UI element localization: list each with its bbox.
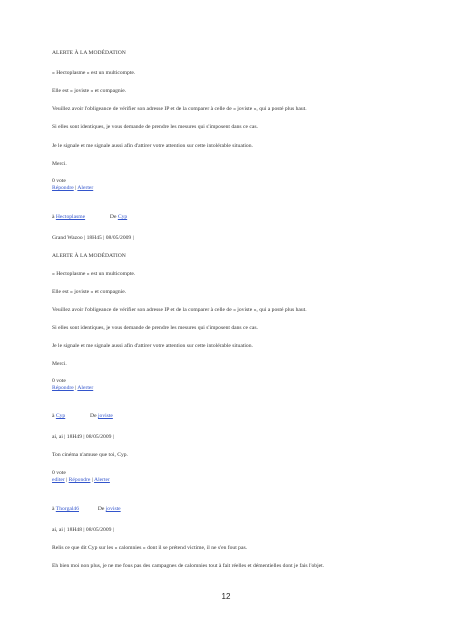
reply-link[interactable]: Répondre bbox=[52, 385, 74, 391]
paragraph: Merci. bbox=[52, 161, 67, 167]
paragraph: Elle est « joviste » et compagnie. bbox=[52, 289, 127, 295]
paragraph: Je le signale et me signale aussi afin d'attirer votre attention sur cette intolérable situation. bbox=[52, 343, 253, 349]
paragraph: Si elles sont identiques, je vous demande de prendre les mesures qui s'imposent dans ce cas. bbox=[52, 124, 258, 130]
reply-link[interactable]: Répondre bbox=[52, 185, 74, 191]
author-link[interactable]: joviste bbox=[105, 506, 121, 512]
post-meta: ai, ai | 18H48 | 08/05/2009 | bbox=[52, 527, 114, 533]
recipient-link[interactable]: Cyp bbox=[55, 413, 66, 419]
from-prefix: De bbox=[97, 506, 105, 512]
reply-link[interactable]: Répondre bbox=[68, 477, 91, 483]
post-actions bbox=[52, 477, 110, 484]
recipient-link[interactable]: Hectoplasme bbox=[55, 214, 86, 220]
post-header bbox=[52, 214, 127, 221]
paragraph: Eh bien moi non plus, je ne me fous pas des campagnes de calomnies tout à fait réelles et démentielles dont je fais l'objet. bbox=[52, 563, 325, 569]
separator: | bbox=[75, 385, 78, 391]
alert-title: ALERTE À LA MODÉDATION bbox=[52, 253, 126, 259]
to-prefix: à bbox=[52, 413, 55, 419]
alert-link[interactable]: Alerter bbox=[77, 185, 94, 191]
to-prefix: à bbox=[52, 506, 55, 512]
post-header bbox=[52, 413, 113, 420]
alert-title: ALERTE À LA MODÉDATION bbox=[52, 50, 126, 56]
author-link[interactable]: joviste bbox=[97, 413, 113, 419]
post-header bbox=[52, 506, 121, 513]
separator: | bbox=[91, 477, 95, 483]
alert-link[interactable]: Alerter bbox=[94, 477, 110, 483]
paragraph: Relis ce que dit Cyp sur les « calomnies » dont il se prétend victime, il ne s'en fout pas. bbox=[52, 545, 248, 551]
post-meta: ai, ai | 18H49 | 08/05/2009 | bbox=[52, 434, 114, 440]
vote-count: 0 vote bbox=[52, 178, 66, 184]
to-prefix: à bbox=[52, 214, 55, 220]
vote-count: 0 vote bbox=[52, 378, 66, 384]
paragraph: « Hectoplasme » est un multicompte. bbox=[52, 70, 136, 76]
paragraph: « Hectoplasme » est un multicompte. bbox=[52, 271, 136, 277]
paragraph: Merci. bbox=[52, 361, 67, 367]
paragraph: Si elles sont identiques, je vous demande de prendre les mesures qui s'imposent dans ce cas. bbox=[52, 325, 258, 331]
alert-link[interactable]: Alerter bbox=[77, 385, 94, 391]
recipient-link[interactable]: Thorgal46 bbox=[55, 506, 79, 512]
vote-count: 0 vote bbox=[52, 470, 66, 476]
post-actions bbox=[52, 385, 93, 392]
author-link[interactable]: Cyp bbox=[117, 214, 128, 220]
paragraph: Veuillez avoir l'obligeance de vérifier son adresse IP et de la comparer à celle de « joviste », qui a posté plus haut. bbox=[52, 106, 307, 112]
post-meta: Grand Wazoo | 18H45 | 08/05/2009 | bbox=[52, 235, 134, 241]
from-prefix: De bbox=[109, 214, 117, 220]
post-actions bbox=[52, 185, 93, 192]
from-prefix: De bbox=[90, 413, 97, 419]
edit-link[interactable]: editer bbox=[52, 477, 65, 483]
separator: | bbox=[75, 185, 78, 191]
separator: | bbox=[66, 477, 69, 483]
paragraph: Veuillez avoir l'obligeance de vérifier son adresse IP et de la comparer à celle de « joviste », qui a posté plus haut. bbox=[52, 307, 307, 313]
paragraph: Elle est « joviste » et compagnie. bbox=[52, 88, 127, 94]
paragraph: Ton cinéma n'amuse que toi, Cyp. bbox=[52, 452, 128, 458]
page-number: 12 bbox=[221, 592, 231, 601]
paragraph: Je le signale et me signale aussi afin d'attirer votre attention sur cette intolérable situation. bbox=[52, 143, 253, 149]
